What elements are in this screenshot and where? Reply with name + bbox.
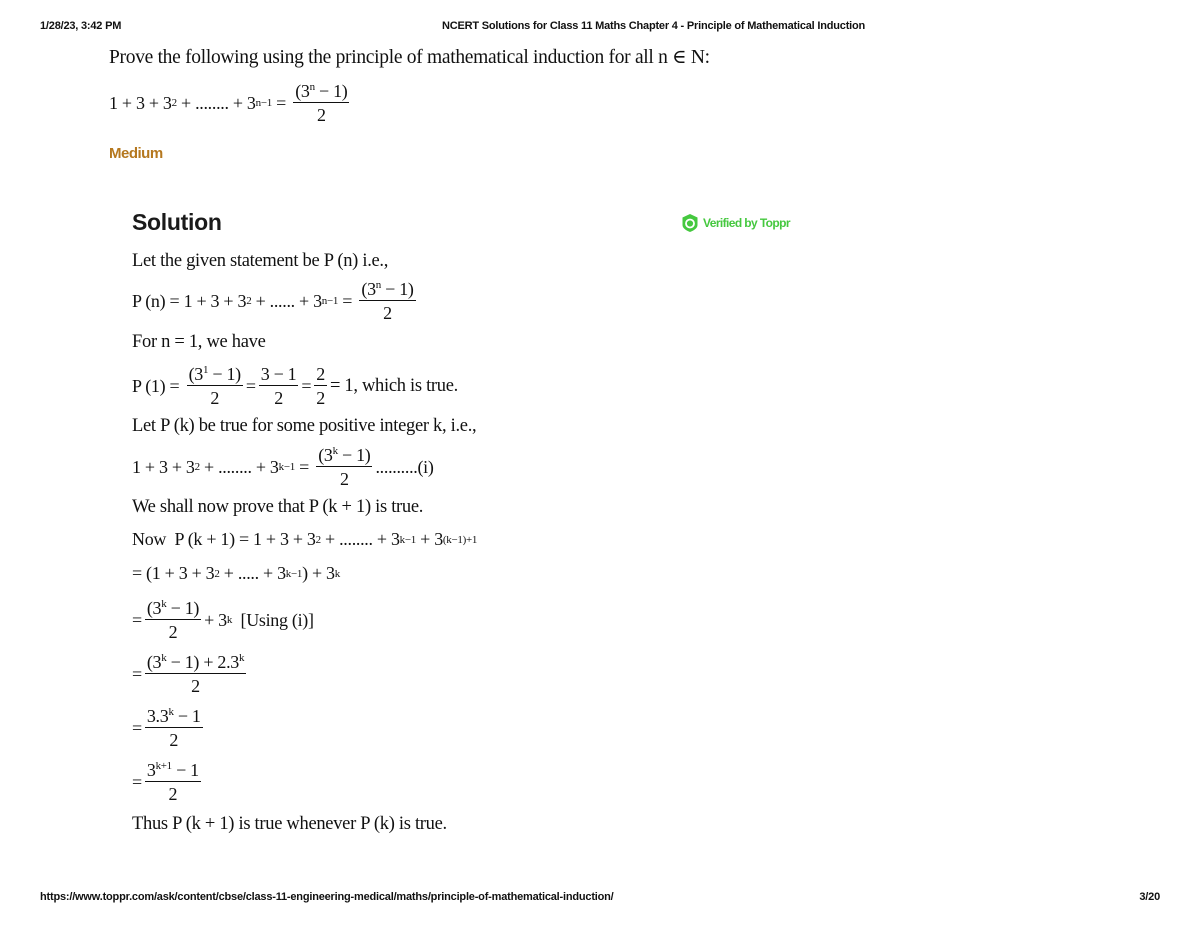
page-number: 3/20 [1139, 891, 1160, 903]
pn-equation: P (n) = 1 + 3 + 3 2 + ...... + 3 n−1 = $\frac{(3^n - 1)}{2}$ [132, 279, 414, 323]
question-fraction: $\frac{(3^n - 1)}{2}$ [295, 81, 348, 125]
step2-equation: = $\frac{(3^k - 1)}{2}$ + 3 k [Using (i)] [132, 598, 314, 642]
verified-label: Verified by Toppr [703, 216, 790, 230]
now-equation: Now P (k + 1) = 1 + 3 + 3 2 + ........ + 3 k−1 + 3 (k−1)+1 [132, 529, 478, 549]
shield-check-icon [681, 213, 699, 233]
conclusion: Thus P (k + 1) is true whenever P (k) is true. [132, 814, 447, 834]
solution-intro: Let the given statement be P (n) i.e., [132, 251, 389, 271]
question-prompt: Prove the following using the principle of mathematical induction for all n ∈ N: [109, 47, 710, 68]
solution-heading: Solution [132, 209, 222, 235]
difficulty-label: Medium [109, 145, 163, 162]
assumption-intro: Let P (k) be true for some positive integer k, i.e., [132, 416, 477, 436]
step3-equation: = $\frac{(3^k - 1) + 2.3^k}{2}$ [132, 652, 245, 696]
step5-equation: = $\frac{3^{k+1} - 1}{2}$ [132, 760, 199, 804]
base-case-intro: For n = 1, we have [132, 332, 266, 352]
step1-equation: = (1 + 3 + 3 2 + ..... + 3 k−1 ) + 3 k [132, 563, 340, 583]
print-timestamp: 1/28/23, 3:42 PM [40, 20, 122, 32]
page-url[interactable]: https://www.toppr.com/ask/content/cbse/class-11-engineering-medical/maths/principle-of-mathematical-induction/ [40, 891, 614, 903]
verified-badge [681, 213, 790, 233]
step4-equation: = $\frac{3.3^k - 1}{2}$ [132, 706, 201, 750]
prove-intro: We shall now prove that P (k + 1) is true. [132, 497, 424, 517]
base-case-equation: P (1) = $\frac{(3^1 - 1)}{2}$ = $\frac{3 - 1}{2}$ = $\frac{2}{2}$ = 1, which is true. [132, 364, 458, 408]
document-title: NCERT Solutions for Class 11 Maths Chapter 4 - Principle of Mathematical Induction [442, 20, 866, 32]
question-equation: 1 + 3 + 3 2 + ........ + 3 n−1 = $\frac{(3^n - 1)}{2}$ [109, 81, 348, 125]
assumption-equation: 1 + 3 + 3 2 + ........ + 3 k−1 = $\frac{(3^k - 1)}{2}$ ..........(i) [132, 445, 434, 489]
